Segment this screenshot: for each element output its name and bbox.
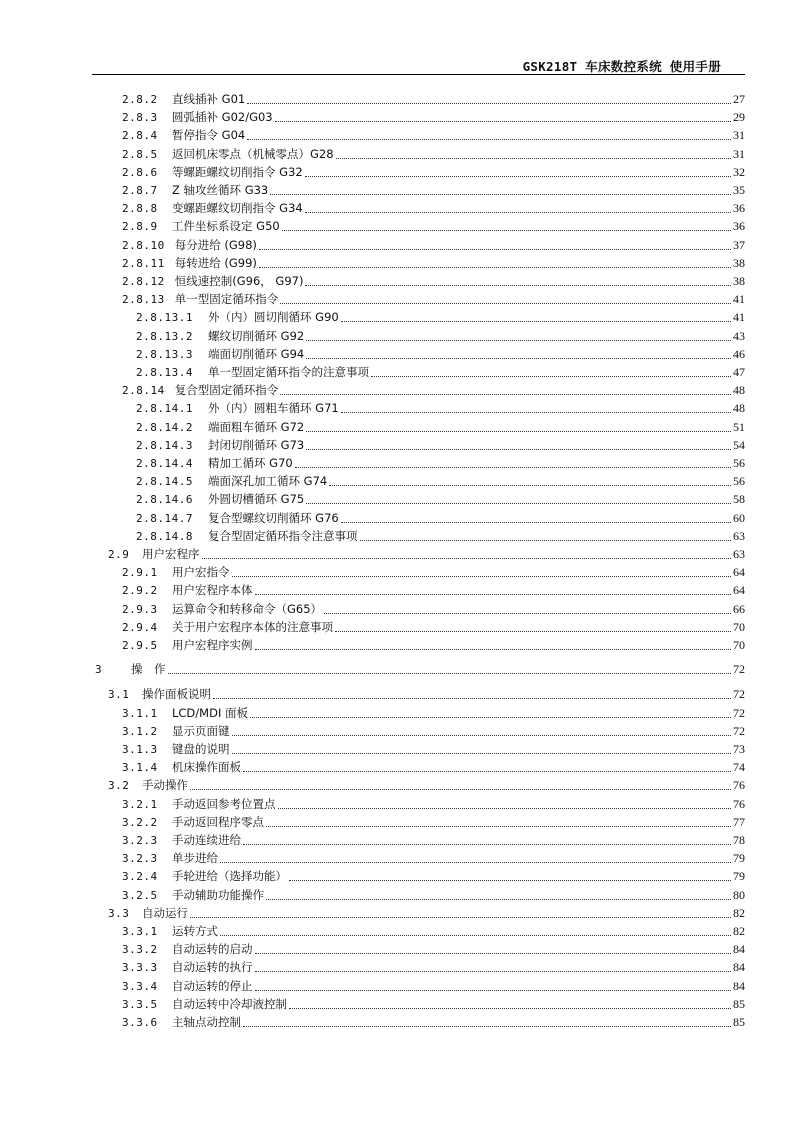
toc-entry-title: 运算命令和转移命令（G65） xyxy=(172,601,323,616)
toc-leader-dots xyxy=(329,485,731,486)
toc-entry[interactable] xyxy=(136,345,745,363)
toc-entry-page: 85 xyxy=(733,1015,745,1029)
toc-entry-title: 自动运行 xyxy=(142,905,188,920)
toc-leader-dots xyxy=(305,212,731,213)
toc-entry[interactable] xyxy=(122,199,745,217)
toc-entry-page: 84 xyxy=(733,942,745,957)
toc-leader-dots xyxy=(289,1008,731,1009)
toc-entry-page: 85 xyxy=(733,996,745,1011)
toc-leader-dots xyxy=(306,449,731,450)
toc-entry-number: 3.3.4 xyxy=(122,979,158,993)
toc-leader-dots xyxy=(306,340,731,341)
toc-entry-title: 键盘的说明 xyxy=(172,742,230,756)
toc-leader-dots xyxy=(289,880,731,881)
toc-entry-number: 3.2 xyxy=(108,779,130,793)
toc-entry-number: 2.8.13.1 xyxy=(136,311,193,325)
toc-entry-number: 2.8.8 xyxy=(122,202,158,216)
toc-entry-page: 37 xyxy=(733,237,745,252)
toc-entry-page: 70 xyxy=(733,619,745,634)
toc-leader-dots xyxy=(213,698,731,699)
toc-entry-number: 2.9.5 xyxy=(122,639,158,652)
toc-entry-title: 用户宏指令 xyxy=(172,565,230,580)
toc-entry-title: 运转方式 xyxy=(172,924,218,938)
toc-entry-number: 2.9 xyxy=(108,548,130,561)
toc-leader-dots xyxy=(220,935,731,936)
toc-entry-number: 2.8.12 xyxy=(122,275,165,288)
toc-leader-dots xyxy=(259,249,731,250)
toc-leader-dots xyxy=(190,917,731,918)
toc-entry-page: 63 xyxy=(733,547,745,561)
toc-entry-title: 手动连续进给 xyxy=(172,833,241,847)
toc-leader-dots xyxy=(305,176,731,177)
toc-entry-page: 41 xyxy=(733,310,745,325)
toc-entry[interactable] xyxy=(136,472,745,490)
toc-entry-number: 2.8.5 xyxy=(122,147,158,161)
toc-entry-page: 72 xyxy=(733,705,745,720)
toc-entry[interactable] xyxy=(122,1013,745,1031)
toc-leader-dots xyxy=(306,503,731,504)
toc-entry-number: 2.8.14.2 xyxy=(136,420,193,434)
toc-entry-page: 31 xyxy=(733,146,745,161)
toc-entry-page: 79 xyxy=(733,869,745,884)
toc-leader-dots xyxy=(255,649,732,650)
toc-entry-title: 端面粗车循环 G72 xyxy=(208,419,305,434)
toc-entry-title: 单步进给 xyxy=(172,851,218,866)
header-rule xyxy=(92,74,745,75)
toc-leader-dots xyxy=(360,540,732,541)
toc-entry[interactable] xyxy=(122,600,745,618)
toc-entry[interactable] xyxy=(122,940,745,958)
toc-entry[interactable] xyxy=(122,618,745,636)
toc-entry-page: 48 xyxy=(733,383,745,398)
toc-entry-number: 3.1 xyxy=(108,688,130,702)
toc-entry-number: 3.2.3 xyxy=(122,834,158,847)
toc-entry-title: 复合型固定循环指令 xyxy=(174,383,279,398)
toc-entry-number: 2.8.9 xyxy=(122,220,158,234)
toc-entry-page: 47 xyxy=(733,365,745,379)
toc-leader-dots xyxy=(259,267,731,268)
toc-entry-number: 2.8.14.8 xyxy=(136,529,193,543)
toc-entry-page: 60 xyxy=(733,510,745,525)
toc-entry-page: 76 xyxy=(733,796,745,811)
toc-entry[interactable] xyxy=(136,363,745,381)
toc-entry-page: 41 xyxy=(733,292,745,307)
toc-entry[interactable] xyxy=(95,660,745,678)
toc-leader-dots xyxy=(295,467,731,468)
toc-entry-page: 73 xyxy=(733,742,745,756)
toc-leader-dots xyxy=(243,771,731,772)
toc-entry-page: 46 xyxy=(733,346,745,361)
toc-entry-page: 72 xyxy=(733,662,745,677)
toc-entry-page: 66 xyxy=(733,601,745,616)
toc-entry[interactable] xyxy=(136,527,745,545)
toc-entry[interactable] xyxy=(122,867,745,885)
toc-entry-number: 3.3 xyxy=(108,906,130,920)
toc-entry[interactable] xyxy=(122,236,745,254)
toc-entry-title: 自动运转的启动 xyxy=(172,942,253,957)
toc-entry[interactable] xyxy=(122,704,745,722)
toc-entry-number: 3.1.1 xyxy=(122,706,158,720)
toc-leader-dots xyxy=(335,631,731,632)
toc-entry-page: 82 xyxy=(733,905,745,920)
toc-leader-dots xyxy=(255,953,732,954)
toc-leader-dots xyxy=(341,412,731,413)
toc-entry-number: 2.8.6 xyxy=(122,165,158,179)
toc-entry-title: 用户宏程序实例 xyxy=(172,638,253,652)
toc-entry-page: 31 xyxy=(733,128,745,143)
toc-leader-dots xyxy=(341,522,731,523)
toc-entry-number: 3.2.3 xyxy=(122,852,158,866)
toc-entry[interactable] xyxy=(122,813,745,831)
toc-entry[interactable] xyxy=(122,995,745,1013)
toc-entry-title: 封闭切削循环 G73 xyxy=(208,437,305,452)
toc-entry-page: 78 xyxy=(733,833,745,847)
toc-entry-title: 精加工循环 G70 xyxy=(208,456,293,470)
toc-entry-page: 43 xyxy=(733,328,745,343)
toc-entry-title: 端面深孔加工循环 G74 xyxy=(208,474,328,489)
toc-entry-number: 2.9.4 xyxy=(122,620,158,634)
toc-entry[interactable] xyxy=(122,581,745,599)
toc-leader-dots xyxy=(250,717,731,718)
toc-entry[interactable] xyxy=(122,977,745,995)
toc-entry-title: 自动运转的停止 xyxy=(172,978,253,993)
toc-entry-title: 主轴点动控制 xyxy=(172,1015,241,1029)
toc-entry[interactable] xyxy=(122,563,745,581)
toc-entry-number: 3.3.1 xyxy=(122,925,158,938)
toc-entry-page: 58 xyxy=(733,492,745,507)
toc-entry[interactable] xyxy=(136,327,745,345)
toc-entry-page: 35 xyxy=(733,183,745,197)
toc-entry-title: 手轮进给（选择功能） xyxy=(172,869,287,884)
toc-entry[interactable] xyxy=(122,849,745,867)
toc-entry[interactable] xyxy=(122,163,745,181)
toc-entry-title: LCD/MDI 面板 xyxy=(172,705,248,720)
toc-entry-title: 机床操作面板 xyxy=(172,760,241,775)
toc-entry-title: 自动运转中冷却液控制 xyxy=(172,996,287,1011)
toc-entry-title: 外圆切槽循环 G75 xyxy=(208,492,305,507)
toc-entry[interactable] xyxy=(122,922,745,940)
toc-leader-dots xyxy=(324,613,731,614)
toc-entry[interactable] xyxy=(108,545,745,563)
toc-entry[interactable] xyxy=(122,90,745,108)
toc-entry-title: 单一型固定循环指令 xyxy=(174,292,279,307)
toc-entry-number: 3.3.2 xyxy=(122,943,158,957)
toc-entry-page: 27 xyxy=(733,92,745,106)
toc-entry-title: 操 作 xyxy=(131,662,166,677)
toc-entry-title: 每转进给 (G99) xyxy=(174,255,257,270)
toc-leader-dots xyxy=(275,121,731,122)
toc-entry-title: 恒线速控制(G96， G97) xyxy=(174,274,304,288)
toc-entry-number: 3 xyxy=(95,663,103,677)
toc-entry[interactable] xyxy=(136,308,745,326)
toc-entry-title: 手动返回参考位置点 xyxy=(172,796,276,811)
toc-leader-dots xyxy=(255,971,732,972)
toc-entry-number: 2.8.4 xyxy=(122,129,158,143)
toc-entry-title: 外（内）圆粗车循环 G71 xyxy=(208,401,339,416)
toc-leader-dots xyxy=(371,376,731,377)
toc-entry[interactable] xyxy=(136,454,745,472)
toc-leader-dots xyxy=(168,673,732,674)
toc-leader-dots xyxy=(247,103,731,104)
toc-entry-title: 工件坐标系设定 G50 xyxy=(172,219,280,234)
toc-entry[interactable] xyxy=(108,685,745,703)
toc-entry[interactable] xyxy=(122,722,745,740)
toc-entry[interactable] xyxy=(122,217,745,235)
toc-entry-number: 2.8.14 xyxy=(122,384,165,398)
toc-entry-number: 2.8.14.1 xyxy=(136,402,193,416)
toc-entry-page: 64 xyxy=(733,565,745,580)
toc-entry-title: 端面切削循环 G94 xyxy=(208,346,305,361)
toc-entry-title: 暂停指令 G04 xyxy=(172,128,246,143)
toc-leader-dots xyxy=(232,576,732,577)
toc-entry-title: 每分进给 (G98) xyxy=(174,237,257,252)
toc-entry-page: 84 xyxy=(733,960,745,975)
toc-entry-page: 56 xyxy=(733,456,745,470)
toc-entry[interactable] xyxy=(122,795,745,813)
toc-entry-title: 显示页面键 xyxy=(172,723,230,738)
toc-entry-title: 操作面板说明 xyxy=(142,687,211,702)
toc-entry[interactable] xyxy=(122,254,745,272)
toc-entry-number: 2.8.13.2 xyxy=(136,329,193,343)
toc-leader-dots xyxy=(280,303,731,304)
toc-entry-title: 直线插补 G01 xyxy=(172,92,246,106)
toc-entry-number: 2.9.1 xyxy=(122,566,158,580)
toc-entry-number: 2.8.14.5 xyxy=(136,475,193,489)
toc-entry-number: 2.8.13.4 xyxy=(136,366,193,379)
toc-entry[interactable] xyxy=(122,758,745,776)
toc-entry[interactable] xyxy=(122,126,745,144)
toc-entry-number: 3.3.5 xyxy=(122,997,158,1011)
toc-entry[interactable] xyxy=(136,490,745,508)
toc-leader-dots xyxy=(306,358,731,359)
toc-leader-dots xyxy=(255,990,732,991)
toc-entry-page: 38 xyxy=(733,255,745,270)
toc-entry-number: 3.3.3 xyxy=(122,961,158,975)
toc-leader-dots xyxy=(243,1026,731,1027)
toc-leader-dots xyxy=(280,394,731,395)
toc-entry-number: 3.1.4 xyxy=(122,761,158,775)
toc-entry[interactable] xyxy=(136,509,745,527)
toc-entry-page: 36 xyxy=(733,219,745,234)
toc-entry-number: 2.8.14.7 xyxy=(136,511,193,525)
toc-leader-dots xyxy=(305,285,731,286)
toc-leader-dots xyxy=(190,789,731,790)
toc-entry-number: 2.9.2 xyxy=(122,584,158,598)
toc-entry-number: 3.2.4 xyxy=(122,870,158,884)
toc-entry-title: 外（内）圆切削循环 G90 xyxy=(208,310,339,325)
toc-entry-page: 38 xyxy=(733,274,745,288)
toc-entry-page: 36 xyxy=(733,201,745,216)
toc-entry-title: 复合型固定循环指令注意事项 xyxy=(208,528,358,543)
toc-entry-page: 56 xyxy=(733,474,745,489)
toc-leader-dots xyxy=(232,735,732,736)
toc-leader-dots xyxy=(306,431,731,432)
toc-entry-title: Z 轴攻丝循环 G33 xyxy=(172,183,269,197)
toc-entry-number: 3.1.2 xyxy=(122,724,158,738)
toc-entry[interactable] xyxy=(122,108,745,126)
toc-entry-number: 2.8.14.6 xyxy=(136,493,193,507)
toc-entry-number: 2.8.10 xyxy=(122,238,165,252)
toc-leader-dots xyxy=(266,826,731,827)
toc-entry-title: 圆弧插补 G02/G03 xyxy=(172,110,273,125)
toc-entry-page: 70 xyxy=(733,638,745,652)
toc-entry[interactable] xyxy=(108,776,745,794)
toc-entry-title: 用户宏程序本体 xyxy=(172,583,253,598)
toc-leader-dots xyxy=(282,230,731,231)
toc-entry-number: 2.8.14.4 xyxy=(136,457,193,470)
toc-entry-number: 3.2.1 xyxy=(122,797,158,811)
toc-entry-page: 32 xyxy=(733,164,745,179)
toc-leader-dots xyxy=(341,321,731,322)
toc-entry-title: 关于用户宏程序本体的注意事项 xyxy=(172,619,333,634)
toc-entry[interactable] xyxy=(136,436,745,454)
toc-leader-dots xyxy=(220,862,731,863)
toc-entry-page: 29 xyxy=(733,110,745,125)
toc-entry-page: 74 xyxy=(733,760,745,775)
toc-entry-title: 用户宏程序 xyxy=(142,547,200,561)
toc-entry-page: 76 xyxy=(733,778,745,793)
toc-entry-page: 82 xyxy=(733,924,745,938)
toc-entry-number: 2.8.3 xyxy=(122,111,158,125)
toc-entry[interactable] xyxy=(122,290,745,308)
toc-entry[interactable] xyxy=(122,381,745,399)
toc-leader-dots xyxy=(266,899,731,900)
toc-entry-number: 3.1.3 xyxy=(122,743,158,756)
toc-entry-page: 64 xyxy=(733,583,745,598)
toc-entry-title: 变螺距螺纹切削指令 G34 xyxy=(172,201,303,216)
toc-entry[interactable] xyxy=(108,904,745,922)
toc-leader-dots xyxy=(270,194,731,195)
page-header-title: GSK218T 车床数控系统 使用手册 xyxy=(522,59,721,74)
toc-entry-title: 单一型固定循环指令的注意事项 xyxy=(208,365,369,379)
toc-entry-page: 54 xyxy=(733,437,745,452)
toc-entry-title: 等螺距螺纹切削指令 G32 xyxy=(172,164,303,179)
toc-entry-title: 手动辅助功能操作 xyxy=(172,887,264,902)
toc-leader-dots xyxy=(278,808,732,809)
toc-entry-number: 3.2.2 xyxy=(122,815,158,829)
toc-entry[interactable] xyxy=(136,399,745,417)
toc-entry[interactable] xyxy=(122,740,745,758)
toc-entry[interactable] xyxy=(122,636,745,654)
toc-entry-number: 3.3.6 xyxy=(122,1016,158,1029)
toc-entry[interactable] xyxy=(122,145,745,163)
toc-entry-page: 63 xyxy=(733,528,745,543)
toc-entry[interactable] xyxy=(122,958,745,976)
toc-entry-title: 复合型螺纹切削循环 G76 xyxy=(208,510,339,525)
toc-entry[interactable] xyxy=(122,181,745,199)
toc-entry[interactable] xyxy=(122,886,745,904)
toc-entry-title: 手动返回程序零点 xyxy=(172,814,264,829)
toc-entry-number: 2.8.13 xyxy=(122,293,165,307)
toc-entry[interactable] xyxy=(122,831,745,849)
toc-entry-title: 螺纹切削循环 G92 xyxy=(208,328,305,343)
toc-entry-title: 自动运转的执行 xyxy=(172,960,253,975)
toc-entry-number: 2.9.3 xyxy=(122,602,158,616)
toc-entry-page: 84 xyxy=(733,978,745,993)
toc-leader-dots xyxy=(202,558,732,559)
toc-entry-page: 51 xyxy=(733,419,745,434)
toc-entry-page: 77 xyxy=(733,814,745,829)
toc-entry-number: 2.8.11 xyxy=(122,256,165,270)
toc-entry-page: 72 xyxy=(733,723,745,738)
toc-entry-page: 72 xyxy=(733,687,745,702)
toc-leader-dots xyxy=(336,158,731,159)
toc-entry-number: 2.8.7 xyxy=(122,184,158,197)
toc-leader-dots xyxy=(247,139,731,140)
toc-entry-page: 79 xyxy=(733,851,745,866)
toc-entry-page: 48 xyxy=(733,401,745,416)
toc-entry-number: 2.8.13.3 xyxy=(136,347,193,361)
toc-entry-number: 2.8.2 xyxy=(122,93,158,106)
toc-leader-dots xyxy=(255,594,732,595)
toc-entry-title: 返回机床零点（机械零点）G28 xyxy=(172,146,334,161)
toc-entry[interactable] xyxy=(136,418,745,436)
toc-entry[interactable] xyxy=(122,272,745,290)
toc-entry-number: 2.8.14.3 xyxy=(136,438,193,452)
toc-entry-page: 80 xyxy=(733,887,745,902)
toc-entry-title: 手动操作 xyxy=(142,778,188,793)
toc-leader-dots xyxy=(232,753,732,754)
toc-leader-dots xyxy=(243,844,731,845)
toc-entry-number: 3.2.5 xyxy=(122,888,158,902)
